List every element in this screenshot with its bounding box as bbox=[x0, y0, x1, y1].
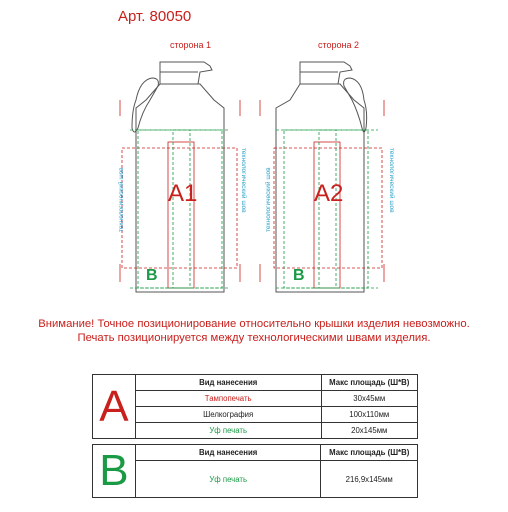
table-row bbox=[93, 391, 418, 407]
bottle-1 bbox=[132, 62, 224, 292]
table-a bbox=[92, 374, 418, 439]
area-cell: 30х45мм bbox=[321, 391, 417, 407]
table-b bbox=[92, 444, 418, 498]
zone-a2-label: A2 bbox=[314, 180, 344, 207]
zone-b-label-2: B bbox=[293, 267, 305, 284]
zone-b-label-1: B bbox=[146, 267, 158, 284]
warning-line-1: Внимание! Точное позиционирование относительно крышки изделия невозможно. bbox=[38, 318, 470, 330]
table-a-header-area: Макс площадь (Ш*В) bbox=[321, 375, 417, 391]
area-cell: 216,9х145мм bbox=[321, 461, 418, 498]
table-a-header-method: Вид нанесения bbox=[135, 375, 321, 391]
table-row bbox=[93, 461, 418, 498]
table-row bbox=[93, 407, 418, 423]
method-cell: Шелкография bbox=[135, 407, 321, 423]
area-cell: 100х110мм bbox=[321, 407, 417, 423]
area-cell: 20х145мм bbox=[321, 423, 417, 439]
table-b-header-method: Вид нанесения bbox=[135, 445, 321, 461]
side-1-label: сторона 1 bbox=[170, 40, 212, 50]
bottle-2 bbox=[276, 62, 367, 292]
seam-label: технологический шов bbox=[265, 167, 272, 232]
seam-label: технологический шов bbox=[388, 148, 395, 213]
table-b-header-area: Макс площадь (Ш*В) bbox=[321, 445, 418, 461]
zone-a1-label: A1 bbox=[168, 180, 198, 207]
warning-text bbox=[0, 317, 508, 345]
method-cell: Уф печать bbox=[135, 461, 321, 498]
method-cell: Тампопечать bbox=[135, 391, 321, 407]
table-b-letter: B bbox=[93, 445, 136, 498]
warning-line-2: Печать позиционируется между технологическими швами изделия. bbox=[77, 332, 431, 344]
table-a-letter: A bbox=[93, 375, 136, 439]
article-title: Арт. 80050 bbox=[118, 8, 192, 25]
seam-label: технологический шов bbox=[240, 148, 247, 213]
method-cell: Уф печать bbox=[135, 423, 321, 439]
side-2-label: сторона 2 bbox=[318, 40, 360, 50]
table-row bbox=[93, 423, 418, 439]
seam-label: технологический шов bbox=[118, 167, 125, 232]
